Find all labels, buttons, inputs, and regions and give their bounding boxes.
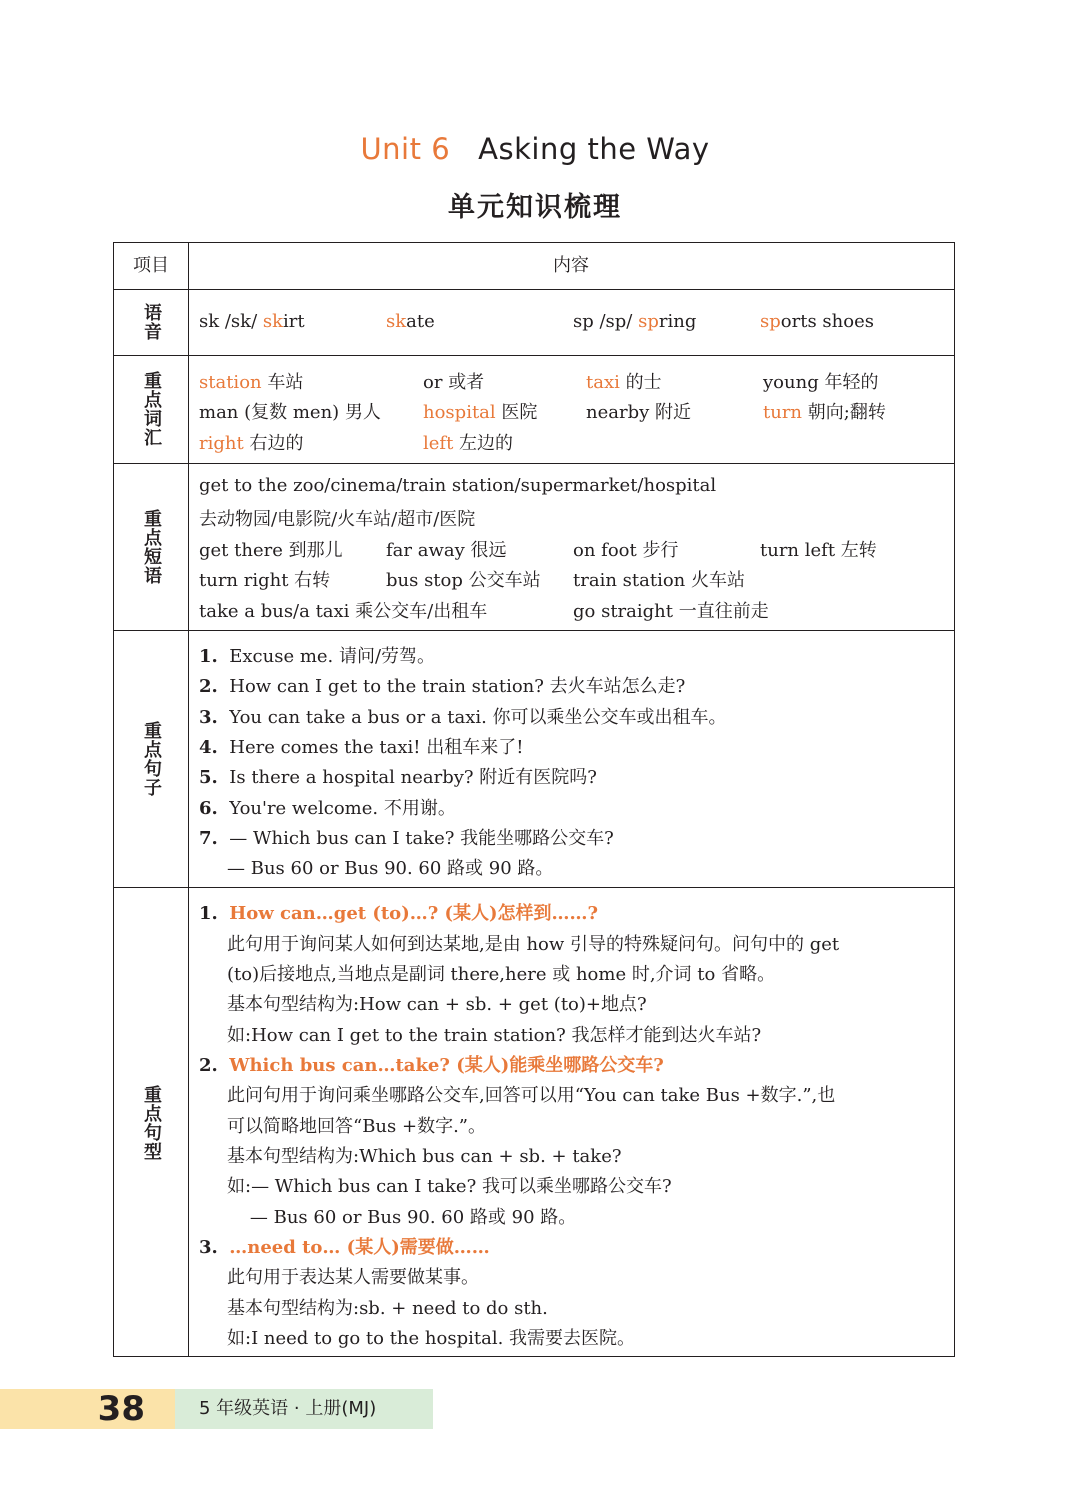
phrase-item: take a bus/a taxi 乘公交车/出租车: [199, 601, 488, 622]
pron-item: sp /sp/ spring: [573, 311, 697, 332]
book-label: 5 年级英语 · 上册(MJ): [175, 1389, 433, 1429]
sentence-item: 4. Here comes the taxi! 出租车来了!: [199, 737, 524, 758]
vocab-item: young 年轻的: [763, 372, 879, 393]
vocab-item: nearby 附近: [586, 402, 692, 423]
phrase-item: go straight 一直往前走: [573, 601, 769, 622]
label-phrases: 重点短语: [141, 508, 162, 585]
vocab-item: turn 朝向;翻转: [763, 402, 886, 423]
pattern-line: 此句用于询问某人如何到达某地,是由 how 引导的特殊疑问句。问句中的 get: [227, 934, 840, 955]
label-pronunciation: 语音: [141, 303, 162, 341]
vocab-item: hospital 医院: [423, 402, 538, 423]
phrase-item: bus stop 公交车站: [386, 570, 541, 591]
pattern-heading: 3. …need to… (某人)需要做……: [199, 1237, 490, 1258]
pattern-line: 基本句型结构为:sb. + need to do sth.: [227, 1298, 548, 1319]
pattern-line: 此句用于表达某人需要做某事。: [227, 1267, 479, 1288]
unit-title: [0, 132, 1070, 166]
phrase-item: turn right 右转: [199, 570, 331, 591]
sentence-item: 3. You can take a bus or a taxi. 你可以乘坐公交车或出租车。: [199, 707, 727, 728]
row-divider: [114, 289, 954, 290]
header-content: 内容: [553, 255, 589, 276]
pattern-line: — Bus 60 or Bus 90. 60 路或 90 路。: [227, 1207, 577, 1228]
pron-item: skate: [386, 311, 435, 332]
row-divider: [114, 463, 954, 464]
label-vocabulary: 重点词汇: [141, 371, 162, 447]
sentence-item: 7. — Which bus can I take? 我能坐哪路公交车?: [199, 828, 614, 849]
row-divider: [114, 355, 954, 356]
column-divider: [188, 243, 189, 1356]
sentence-item: — Bus 60 or Bus 90. 60 路或 90 路。: [227, 858, 554, 879]
pattern-line: 如:How can I get to the train station? 我怎样才能到达火车站?: [227, 1025, 762, 1046]
phrase-item: turn left 左转: [760, 540, 877, 561]
header-item: 项目: [133, 255, 169, 276]
vocab-item: or 或者: [423, 372, 485, 393]
row-divider: [114, 887, 954, 888]
label-sentences: 重点句子: [141, 720, 162, 797]
sentence-item: 1. Excuse me. 请问/劳驾。: [199, 646, 436, 667]
pattern-line: 基本句型结构为:Which bus can + sb. + take?: [227, 1146, 622, 1167]
pron-item: sports shoes: [760, 311, 874, 332]
vocab-item: man (复数 men) 男人: [199, 402, 381, 423]
pattern-heading: 1. How can…get (to)…? (某人)怎样到……?: [199, 903, 599, 924]
phrase-item: on foot 步行: [573, 540, 679, 561]
phrase-item: train station 火车站: [573, 570, 745, 591]
vocab-item: taxi 的士: [586, 372, 662, 393]
pattern-line: 可以简略地回答“Bus +数字.”。: [227, 1116, 486, 1137]
phrase-item: get there 到那儿: [199, 540, 343, 561]
pattern-line: 此问句用于询问乘坐哪路公交车,回答可以用“You can take Bus +数字.”,也: [227, 1085, 836, 1106]
sentence-item: 6. You're welcome. 不用谢。: [199, 798, 456, 819]
pron-item: sk /sk/ skirt: [199, 311, 305, 332]
page-number: 38: [0, 1389, 175, 1429]
unit-name: Asking the Way: [478, 132, 710, 166]
pattern-line: 基本句型结构为:How can + sb. + get (to)+地点?: [227, 994, 647, 1015]
sentence-item: 2. How can I get to the train station? 去火车站怎么走?: [199, 676, 686, 697]
vocab-item: left 左边的: [423, 433, 514, 454]
phrase-item: far away 很远: [386, 540, 507, 561]
pattern-line: (to)后接地点,当地点是副词 there,here 或 home 时,介词 to 省略。: [227, 964, 776, 985]
row-divider: [114, 630, 954, 631]
phrase-line: get to the zoo/cinema/train station/supermarket/hospital: [199, 475, 717, 496]
sentence-item: 5. Is there a hospital nearby? 附近有医院吗?: [199, 767, 597, 788]
unit-number: Unit 6: [360, 132, 451, 166]
pattern-heading: 2. Which bus can…take? (某人)能乘坐哪路公交车?: [199, 1055, 664, 1076]
summary-table: [113, 242, 955, 1357]
pattern-line: 如:I need to go to the hospital. 我需要去医院。: [227, 1328, 636, 1349]
vocab-item: right 右边的: [199, 433, 304, 454]
section-subtitle: 单元知识梳理: [448, 192, 622, 223]
vocab-item: station 车站: [199, 372, 304, 393]
pattern-line: 如:— Which bus can I take? 我可以乘坐哪路公交车?: [227, 1176, 672, 1197]
phrase-line: 去动物园/电影院/火车站/超市/医院: [199, 509, 476, 530]
label-patterns: 重点句型: [141, 1084, 162, 1161]
